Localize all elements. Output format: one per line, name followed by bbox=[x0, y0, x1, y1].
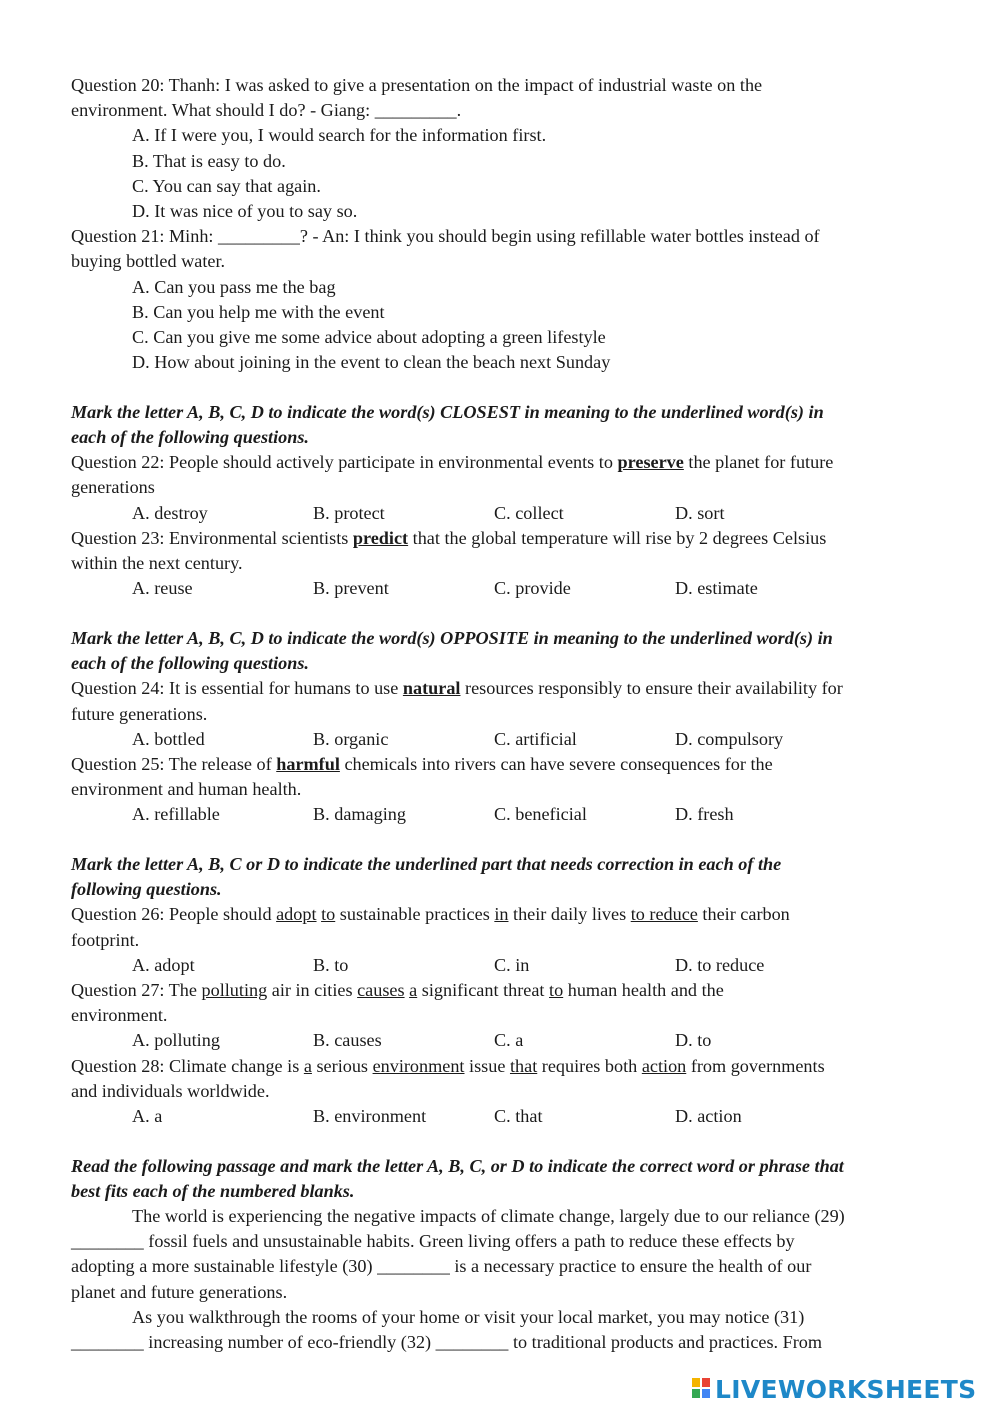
q26-part-d: to reduce bbox=[630, 904, 698, 925]
q28-option-c[interactable]: C. that bbox=[494, 1105, 543, 1126]
q21-option-d[interactable]: D. How about joining in the event to clean the beach next Sunday bbox=[132, 352, 611, 373]
q23-option-c[interactable]: C. provide bbox=[494, 578, 571, 599]
section-passage-instruction-cont: best fits each of the numbered blanks. bbox=[71, 1180, 355, 1201]
q24-option-c[interactable]: C. artificial bbox=[494, 728, 577, 749]
q26-option-d[interactable]: D. to reduce bbox=[675, 954, 765, 975]
question-21-text-cont: buying bottled water. bbox=[71, 251, 226, 272]
q25-option-c[interactable]: C. beneficial bbox=[494, 804, 587, 825]
passage-paragraph-1-line-3: adopting a more sustainable lifestyle (30) ________ is a necessary practice to ensure the health of our bbox=[71, 1256, 812, 1277]
q28-option-d[interactable]: D. action bbox=[675, 1105, 742, 1126]
q20-option-b[interactable]: B. That is easy to do. bbox=[132, 150, 286, 171]
passage-paragraph-1: The world is experiencing the negative impacts of climate change, largely due to our reliance (29) bbox=[132, 1206, 845, 1227]
question-25-text: Question 25: The release of harmful chemicals into rivers can have severe consequences for the bbox=[71, 753, 773, 774]
passage-paragraph-2: As you walkthrough the rooms of your home or visit your local market, you may notice (31) bbox=[132, 1306, 805, 1327]
q25-option-b[interactable]: B. damaging bbox=[313, 804, 406, 825]
q25-option-d[interactable]: D. fresh bbox=[675, 804, 734, 825]
q22-options bbox=[71, 501, 941, 526]
q20-option-c[interactable]: C. You can say that again. bbox=[132, 175, 321, 196]
question-22-text: Question 22: People should actively participate in environmental events to preserve the planet for future bbox=[71, 452, 834, 473]
q23-underlined-word: predict bbox=[352, 527, 409, 548]
q24-option-a[interactable]: A. bottled bbox=[132, 728, 205, 749]
passage-paragraph-1-line-4: planet and future generations. bbox=[71, 1281, 288, 1302]
liveworksheets-logo-text: LIVEWORKSHEETS bbox=[715, 1374, 977, 1404]
q21-option-b[interactable]: B. Can you help me with the event bbox=[132, 301, 385, 322]
q26-option-a[interactable]: A. adopt bbox=[132, 954, 195, 975]
q27-part-a: polluting bbox=[201, 979, 268, 1000]
q28-option-b[interactable]: B. environment bbox=[313, 1105, 427, 1126]
liveworksheets-logo bbox=[692, 1374, 976, 1404]
section-opposite-instruction-cont: each of the following questions. bbox=[71, 653, 309, 674]
q25-option-a[interactable]: A. refillable bbox=[132, 804, 220, 825]
question-25-text-cont: environment and human health. bbox=[71, 779, 302, 800]
section-correction-instruction-cont: following questions. bbox=[71, 879, 222, 900]
q27-option-b[interactable]: B. causes bbox=[313, 1030, 382, 1051]
q28-part-c: that bbox=[509, 1055, 538, 1076]
q28-option-a[interactable]: A. a bbox=[132, 1105, 163, 1126]
question-22-text-cont: generations bbox=[71, 477, 155, 498]
q25-options bbox=[71, 802, 941, 827]
question-27-text-cont: environment. bbox=[71, 1005, 168, 1026]
q25-underlined-word: harmful bbox=[276, 753, 340, 774]
q27-part-d: to bbox=[549, 979, 564, 1000]
passage-paragraph-1-line-2: ________ fossil fuels and unsustainable habits. Green living offers a path to reduce these effects by bbox=[71, 1231, 795, 1252]
q22-option-d[interactable]: D. sort bbox=[675, 502, 725, 523]
liveworksheets-logo-icon bbox=[692, 1378, 712, 1400]
q23-option-d[interactable]: D. estimate bbox=[675, 578, 758, 599]
q21-option-c[interactable]: C. Can you give me some advice about adopting a green lifestyle bbox=[132, 326, 606, 347]
q27-option-a[interactable]: A. polluting bbox=[132, 1030, 220, 1051]
q23-option-b[interactable]: B. prevent bbox=[313, 578, 389, 599]
q28-part-d: action bbox=[641, 1055, 687, 1076]
question-20-text-cont: environment. What should I do? - Giang: _________. bbox=[71, 100, 462, 121]
q24-options bbox=[71, 727, 941, 752]
q20-option-a[interactable]: A. If I were you, I would search for the information first. bbox=[132, 125, 547, 146]
q28-part-a: a bbox=[303, 1055, 312, 1076]
q26-options bbox=[71, 953, 941, 978]
question-21-text: Question 21: Minh: _________? - An: I think you should begin using refillable water bottles instead of bbox=[71, 226, 820, 247]
q27-options bbox=[71, 1028, 941, 1053]
q27-option-d[interactable]: D. to bbox=[675, 1030, 712, 1051]
q24-underlined-word: natural bbox=[402, 678, 461, 699]
q24-option-d[interactable]: D. compulsory bbox=[675, 728, 784, 749]
question-28-text: Question 28: Climate change is a serious environment issue that requires both action from governments bbox=[71, 1055, 825, 1076]
question-20-text: Question 20: Thanh: I was asked to give a presentation on the impact of industrial waste on the bbox=[71, 75, 763, 95]
question-23-text-cont: within the next century. bbox=[71, 552, 243, 573]
q23-options bbox=[71, 576, 941, 601]
q22-option-b[interactable]: B. protect bbox=[313, 502, 385, 523]
q22-option-a[interactable]: A. destroy bbox=[132, 502, 208, 523]
q27-part-b: causes bbox=[357, 979, 405, 1000]
question-23-text: Question 23: Environmental scientists predict that the global temperature will rise by 2 degrees Celsius bbox=[71, 527, 827, 548]
q21-option-a[interactable]: A. Can you pass me the bag bbox=[132, 276, 336, 297]
worksheet-page bbox=[71, 73, 941, 1355]
q28-options bbox=[71, 1104, 941, 1129]
q22-underlined-word: preserve bbox=[617, 452, 684, 473]
q24-option-b[interactable]: B. organic bbox=[313, 728, 389, 749]
question-27-text: Question 27: The polluting air in cities causes a significant threat to human health and the bbox=[71, 979, 724, 1000]
section-closest-instruction-cont: each of the following questions. bbox=[71, 427, 309, 448]
section-closest-instruction: Mark the letter A, B, C, D to indicate the word(s) CLOSEST in meaning to the underlined word(s) in bbox=[71, 401, 824, 422]
q27-part-c: a bbox=[409, 979, 418, 1000]
q26-option-c[interactable]: C. in bbox=[494, 954, 530, 975]
question-26-text: Question 26: People should adopt to sustainable practices in their daily lives to reduce their carbon bbox=[71, 904, 790, 925]
q26-option-b[interactable]: B. to bbox=[313, 954, 349, 975]
passage-paragraph-2-line-2: ________ increasing number of eco-friendly (32) ________ to traditional products and practices. From bbox=[71, 1332, 823, 1352]
section-correction-instruction: Mark the letter A, B, C or D to indicate the underlined part that needs correction in each of the bbox=[71, 854, 782, 875]
q26-part-c: in bbox=[494, 904, 509, 925]
q26-part-b: to bbox=[321, 904, 336, 925]
q28-part-b: environment bbox=[372, 1055, 465, 1076]
question-24-text-cont: future generations. bbox=[71, 703, 208, 724]
section-opposite-instruction: Mark the letter A, B, C, D to indicate the word(s) OPPOSITE in meaning to the underlined word(s) in bbox=[71, 627, 833, 648]
q20-option-d[interactable]: D. It was nice of you to say so. bbox=[132, 200, 358, 221]
q27-option-c[interactable]: C. a bbox=[494, 1030, 524, 1051]
question-26-text-cont: footprint. bbox=[71, 929, 140, 950]
question-28-text-cont: and individuals worldwide. bbox=[71, 1080, 270, 1101]
q26-part-a: adopt bbox=[276, 904, 317, 925]
section-passage-instruction: Read the following passage and mark the letter A, B, C, or D to indicate the correct word or phrase that bbox=[71, 1155, 844, 1176]
question-24-text: Question 24: It is essential for humans to use natural resources responsibly to ensure their availability for bbox=[71, 678, 843, 699]
q23-option-a[interactable]: A. reuse bbox=[132, 578, 193, 599]
q22-option-c[interactable]: C. collect bbox=[494, 502, 564, 523]
